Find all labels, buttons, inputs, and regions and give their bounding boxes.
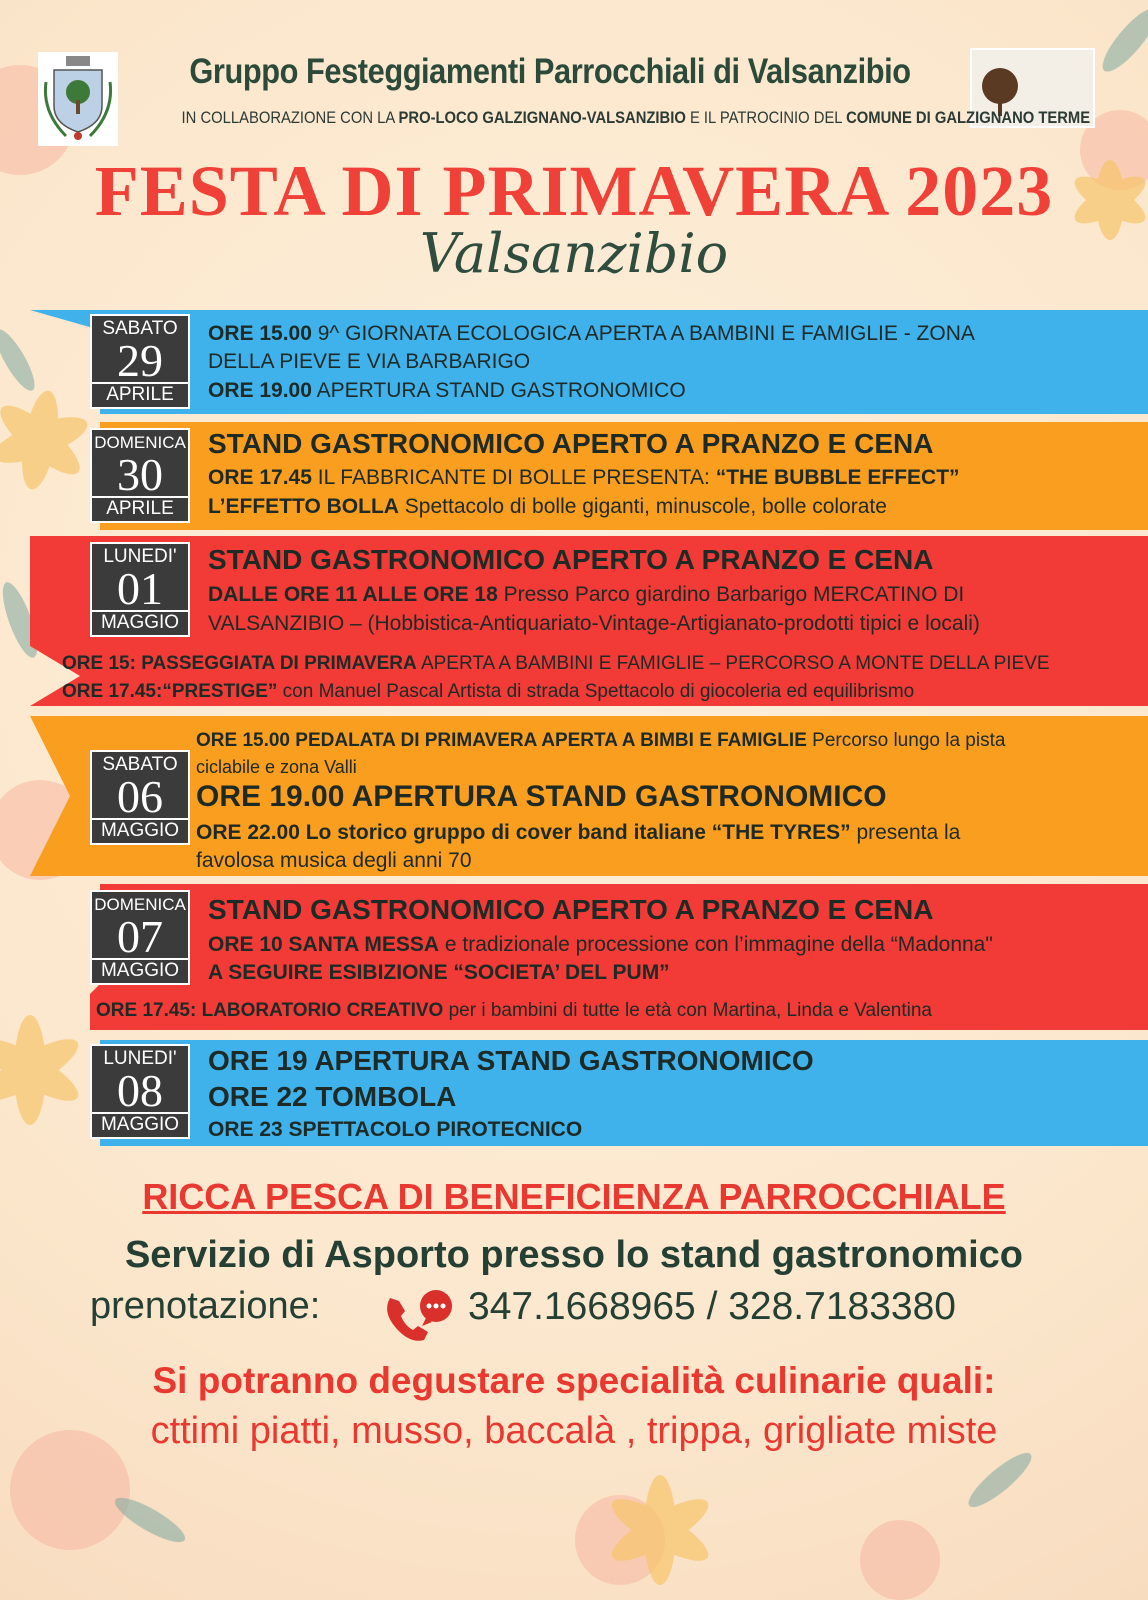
date-weekday: SABATO [102, 754, 178, 775]
date-box [90, 428, 190, 523]
date-box [90, 314, 190, 409]
date-day: 01 [117, 563, 163, 614]
date-month: MAGGIO [92, 610, 188, 635]
phone-chat-icon [380, 1288, 460, 1346]
date-box [90, 1044, 190, 1139]
event-line: ORE 15: PASSEGGIATA DI PRIMAVERA APERTA A BAMBINI E FAMIGLIE – PERCORSO A MONTE DELLA PIEVE [62, 653, 1050, 674]
date-day: 07 [117, 911, 163, 962]
date-box [90, 890, 190, 985]
date-day: 29 [117, 335, 163, 386]
date-day: 06 [117, 771, 163, 822]
specialties-heading: Si potranno degustare specialità culinarie quali: [152, 1360, 996, 1401]
date-month: MAGGIO [92, 818, 188, 843]
specialties-list: cttimi piatti, musso, baccalà , trippa, grigliate miste [150, 1410, 998, 1452]
event-line: ORE 15.00 9^ GIORNATA ECOLOGICA APERTA A BAMBINI E FAMIGLIE - ZONA [208, 322, 975, 345]
coat-of-arms-icon [38, 52, 118, 146]
event-line: ORE 17.45 IL FABBRICANTE DI BOLLE PRESENTA: “THE BUBBLE EFFECT” [208, 466, 960, 489]
event-heading: ORE 19.00 APERTURA STAND GASTRONOMICO [196, 780, 887, 813]
event-heading: STAND GASTRONOMICO APERTO A PRANZO E CENA [208, 428, 934, 459]
date-weekday: LUNEDI' [103, 1048, 177, 1069]
event-line: ORE 17.45:“PRESTIGE” con Manuel Pascal Artista di strada Spettacolo di giocoleria ed equilibrismo [62, 681, 915, 702]
event-line: DELLA PIEVE E VIA BARBARIGO [208, 350, 531, 373]
date-weekday: DOMENICA [94, 433, 186, 452]
date-month: MAGGIO [92, 1112, 188, 1137]
event-heading: ORE 22 TOMBOLA [208, 1081, 457, 1112]
event-heading: STAND GASTRONOMICO APERTO A PRANZO E CENA [208, 544, 934, 575]
event-line: ORE 19.00 APERTURA STAND GASTRONOMICO [208, 379, 686, 402]
date-month: MAGGIO [92, 958, 188, 983]
event-line: A SEGUIRE ESIBIZIONE “SOCIETA’ DEL PUM” [208, 961, 670, 984]
date-box [90, 542, 190, 637]
organizer-title: Gruppo Festeggiamenti Parrocchiali di Valsanzibio [189, 52, 911, 91]
date-weekday: DOMENICA [94, 895, 186, 914]
event-line: DALLE ORE 11 ALLE ORE 18 Presso Parco giardino Barbarigo MERCATINO DI [208, 583, 965, 606]
booking-label: prenotazione: [90, 1285, 321, 1327]
date-day: 30 [117, 449, 163, 500]
page-title: FESTA DI PRIMAVERA 2023 [94, 151, 1054, 231]
event-line: favolosa musica degli anni 70 [196, 849, 472, 872]
phone-numbers: 347.1668965 / 328.7183380 [468, 1285, 956, 1328]
date-month: APRILE [92, 382, 188, 407]
event-heading: STAND GASTRONOMICO APERTO A PRANZO E CENA [208, 894, 934, 925]
date-month: APRILE [92, 496, 188, 521]
event-line: ORE 10 SANTA MESSA e tradizionale processione con l’immagine della “Madonna" [208, 933, 993, 956]
event-line: L’EFFETTO BOLLA Spettacolo di bolle giganti, minuscole, bolle colorate [208, 495, 887, 518]
organizer-subtitle: IN COLLABORAZIONE CON LA PRO-LOCO GALZIGNANO-VALSANZIBIO E IL PATROCINIO DEL COMUNE DI GALZIGNANO TERME [181, 108, 1091, 127]
event-line: ORE 22.00 Lo storico gruppo di cover band italiane “THE TYRES” presenta la [196, 821, 961, 844]
event-line: ORE 17.45: LABORATORIO CREATIVO per i bambini di tutte le età con Martina, Linda e Valentina [96, 1000, 932, 1021]
date-box [90, 750, 190, 845]
takeaway-service: Servizio di Asporto presso lo stand gastronomico [124, 1234, 1024, 1276]
charity-lottery: RICCA PESCA DI BENEFICIENZA PARROCCHIALE [142, 1176, 1006, 1217]
date-weekday: LUNEDI' [103, 546, 177, 567]
page-subtitle: Valsanzibio [419, 222, 729, 285]
event-line: VALSANZIBIO – (Hobbistica-Antiquariato-Vintage-Artigianato-prodotti tipici e locali) [208, 612, 980, 635]
date-day: 08 [117, 1065, 163, 1116]
event-line: ORE 23 SPETTACOLO PIROTECNICO [208, 1118, 583, 1141]
date-weekday: SABATO [102, 318, 178, 339]
event-line: ORE 15.00 PEDALATA DI PRIMAVERA APERTA A BIMBI E FAMIGLIE Percorso lungo la pista [196, 730, 1006, 751]
event-heading: ORE 19 APERTURA STAND GASTRONOMICO [208, 1045, 814, 1076]
event-line: ciclabile e zona Valli [196, 757, 357, 777]
